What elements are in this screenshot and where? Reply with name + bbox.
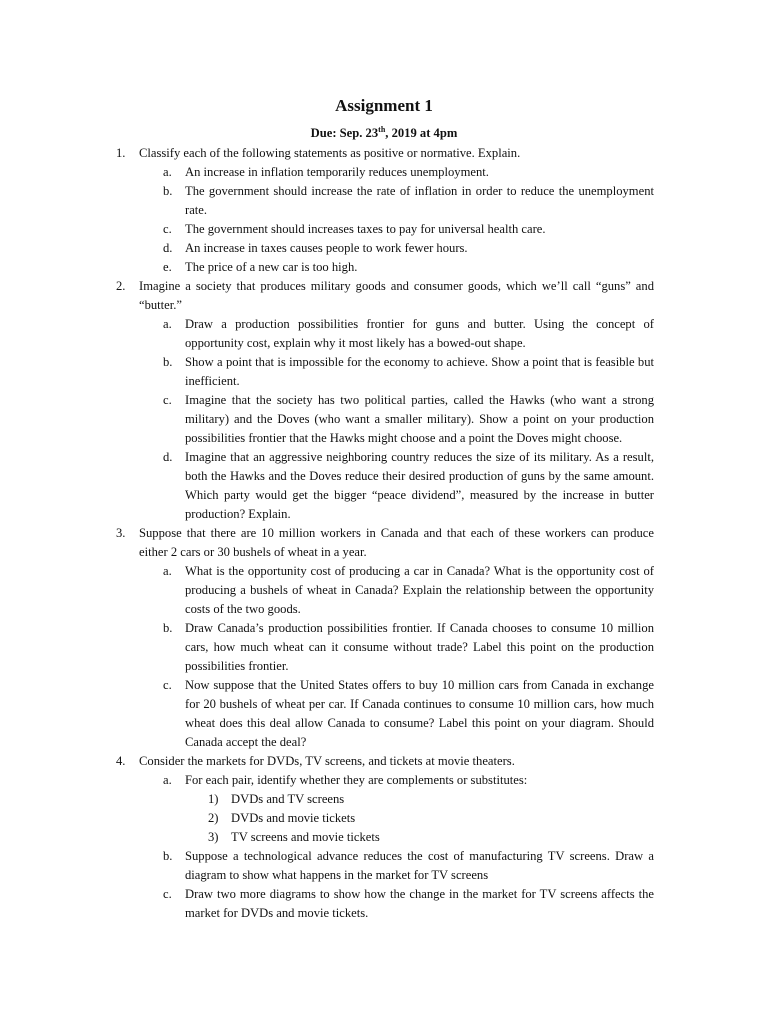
sub-question-marker: a. — [163, 773, 172, 787]
question-list — [116, 144, 654, 923]
due-date — [0, 126, 768, 141]
sub-question-text: What is the opportunity cost of producing a car in Canada? What is the opportunity cost of producing a bushels of wheat in Canada? Explain the relationship between the opportunity costs of the two goods. — [185, 564, 654, 616]
sub-question-marker: b. — [163, 355, 173, 369]
sub-question-marker: c. — [163, 678, 172, 692]
pair-item — [185, 809, 654, 828]
page-title: Assignment 1 — [335, 96, 433, 115]
question-number: 4. — [116, 754, 126, 768]
question-text: Suppose that there are 10 million workers in Canada and that each of these workers can produce either 2 cars or 30 bushels of wheat in a year. — [139, 526, 654, 559]
sub-question-text: An increase in inflation temporarily reduces unemployment. — [185, 165, 489, 179]
sub-question — [139, 239, 654, 258]
question-list-container — [116, 144, 654, 923]
sub-question-marker: b. — [163, 184, 173, 198]
sub-question — [139, 391, 654, 448]
sub-question-text: Draw two more diagrams to show how the change in the market for TV screens affects the market for DVDs and movie tickets. — [185, 887, 654, 920]
sub-question-marker: b. — [163, 849, 173, 863]
pair-item-text: DVDs and movie tickets — [231, 811, 356, 825]
question-text: Imagine a society that produces military goods and consumer goods, which we’ll call “guns” and “butter.” — [139, 279, 654, 312]
sub-question — [139, 220, 654, 239]
sub-question-text: For each pair, identify whether they are complements or substitutes: — [185, 773, 528, 787]
sub-question-text: The government should increase the rate of inflation in order to reduce the unemployment rate. — [185, 184, 654, 217]
sub-question-marker: d. — [163, 450, 173, 464]
sub-question-text: Imagine that the society has two political parties, called the Hawks (who want a strong military) and the Doves (who want a smaller military). Show a point on your production possibilities frontier that the Hawks might choose and a point the Doves might choose. — [185, 393, 654, 445]
sub-question-marker: a. — [163, 564, 172, 578]
question-text: Consider the markets for DVDs, TV screens, and tickets at movie theaters. — [139, 754, 515, 768]
sub-question-text: Draw Canada’s production possibilities frontier. If Canada chooses to consume 10 million cars, how much wheat can it consume without trade? Label this point on the production possibilities frontier. — [185, 621, 654, 673]
pair-item-text: DVDs and TV screens — [231, 792, 345, 806]
sub-question-marker: e. — [163, 260, 172, 274]
sub-question-marker: a. — [163, 317, 172, 331]
sub-question-text: Now suppose that the United States offers to buy 10 million cars from Canada in exchange for 20 bushels of wheat per car. If Canada continues to consume 10 million cars, how much wheat does this deal allow Canada to consume? Label this point on your diagram. Should Canada accept the deal? — [185, 678, 654, 749]
pair-item-text: TV screens and movie tickets — [231, 830, 380, 844]
sub-question-text: Imagine that an aggressive neighboring country reduces the size of its military. As a result, both the Hawks and the Doves reduce their desired production of guns by the same amount. Which party would get the bigger “peace dividend”, measured by the increase in butter production? Explain. — [185, 450, 654, 521]
sub-question — [139, 847, 654, 885]
sub-question-marker: d. — [163, 241, 173, 255]
sub-question — [139, 619, 654, 676]
sub-question-text: Show a point that is impossible for the economy to achieve. Show a point that is feasible but inefficient. — [185, 355, 654, 388]
sub-question-text: An increase in taxes causes people to work fewer hours. — [185, 241, 468, 255]
sub-question-text: The government should increases taxes to pay for universal health care. — [185, 222, 546, 236]
sub-question — [139, 771, 654, 847]
question-4 — [116, 752, 654, 923]
sub-question — [139, 182, 654, 220]
sub-question-text: Suppose a technological advance reduces the cost of manufacturing TV screens. Draw a diagram to show what happens in the market for TV screens — [185, 849, 654, 882]
sub-question — [139, 315, 654, 353]
pair-item-marker: 1) — [208, 792, 219, 806]
sub-question-marker: b. — [163, 621, 173, 635]
sub-question-marker: c. — [163, 393, 172, 407]
sub-question — [139, 163, 654, 182]
due-date-suffix: , 2019 at 4pm — [385, 126, 458, 140]
sub-question — [139, 885, 654, 923]
sub-question-marker: c. — [163, 222, 172, 236]
sub-question — [139, 562, 654, 619]
sub-question — [139, 448, 654, 524]
pair-item — [185, 790, 654, 809]
pair-item — [185, 828, 654, 847]
sub-question-text: Draw a production possibilities frontier for guns and butter. Using the concept of opportunity cost, explain why it most likely has a bowed-out shape. — [185, 317, 654, 350]
sub-question — [139, 353, 654, 391]
due-date-prefix: Due: Sep. 23 — [310, 126, 379, 140]
sub-question-marker: a. — [163, 165, 172, 179]
pair-item-marker: 3) — [208, 830, 219, 844]
sub-question — [139, 676, 654, 752]
question-number: 3. — [116, 526, 126, 540]
pair-item-marker: 2) — [208, 811, 219, 825]
question-number: 2. — [116, 279, 126, 293]
question-2 — [116, 277, 654, 524]
due-date-ordinal: th — [378, 125, 386, 134]
sub-question — [139, 258, 654, 277]
question-number: 1. — [116, 146, 126, 160]
question-3 — [116, 524, 654, 752]
question-text: Classify each of the following statements as positive or normative. Explain. — [139, 146, 521, 160]
sub-question-text: The price of a new car is too high. — [185, 260, 358, 274]
question-1 — [116, 144, 654, 277]
sub-question-marker: c. — [163, 887, 172, 901]
